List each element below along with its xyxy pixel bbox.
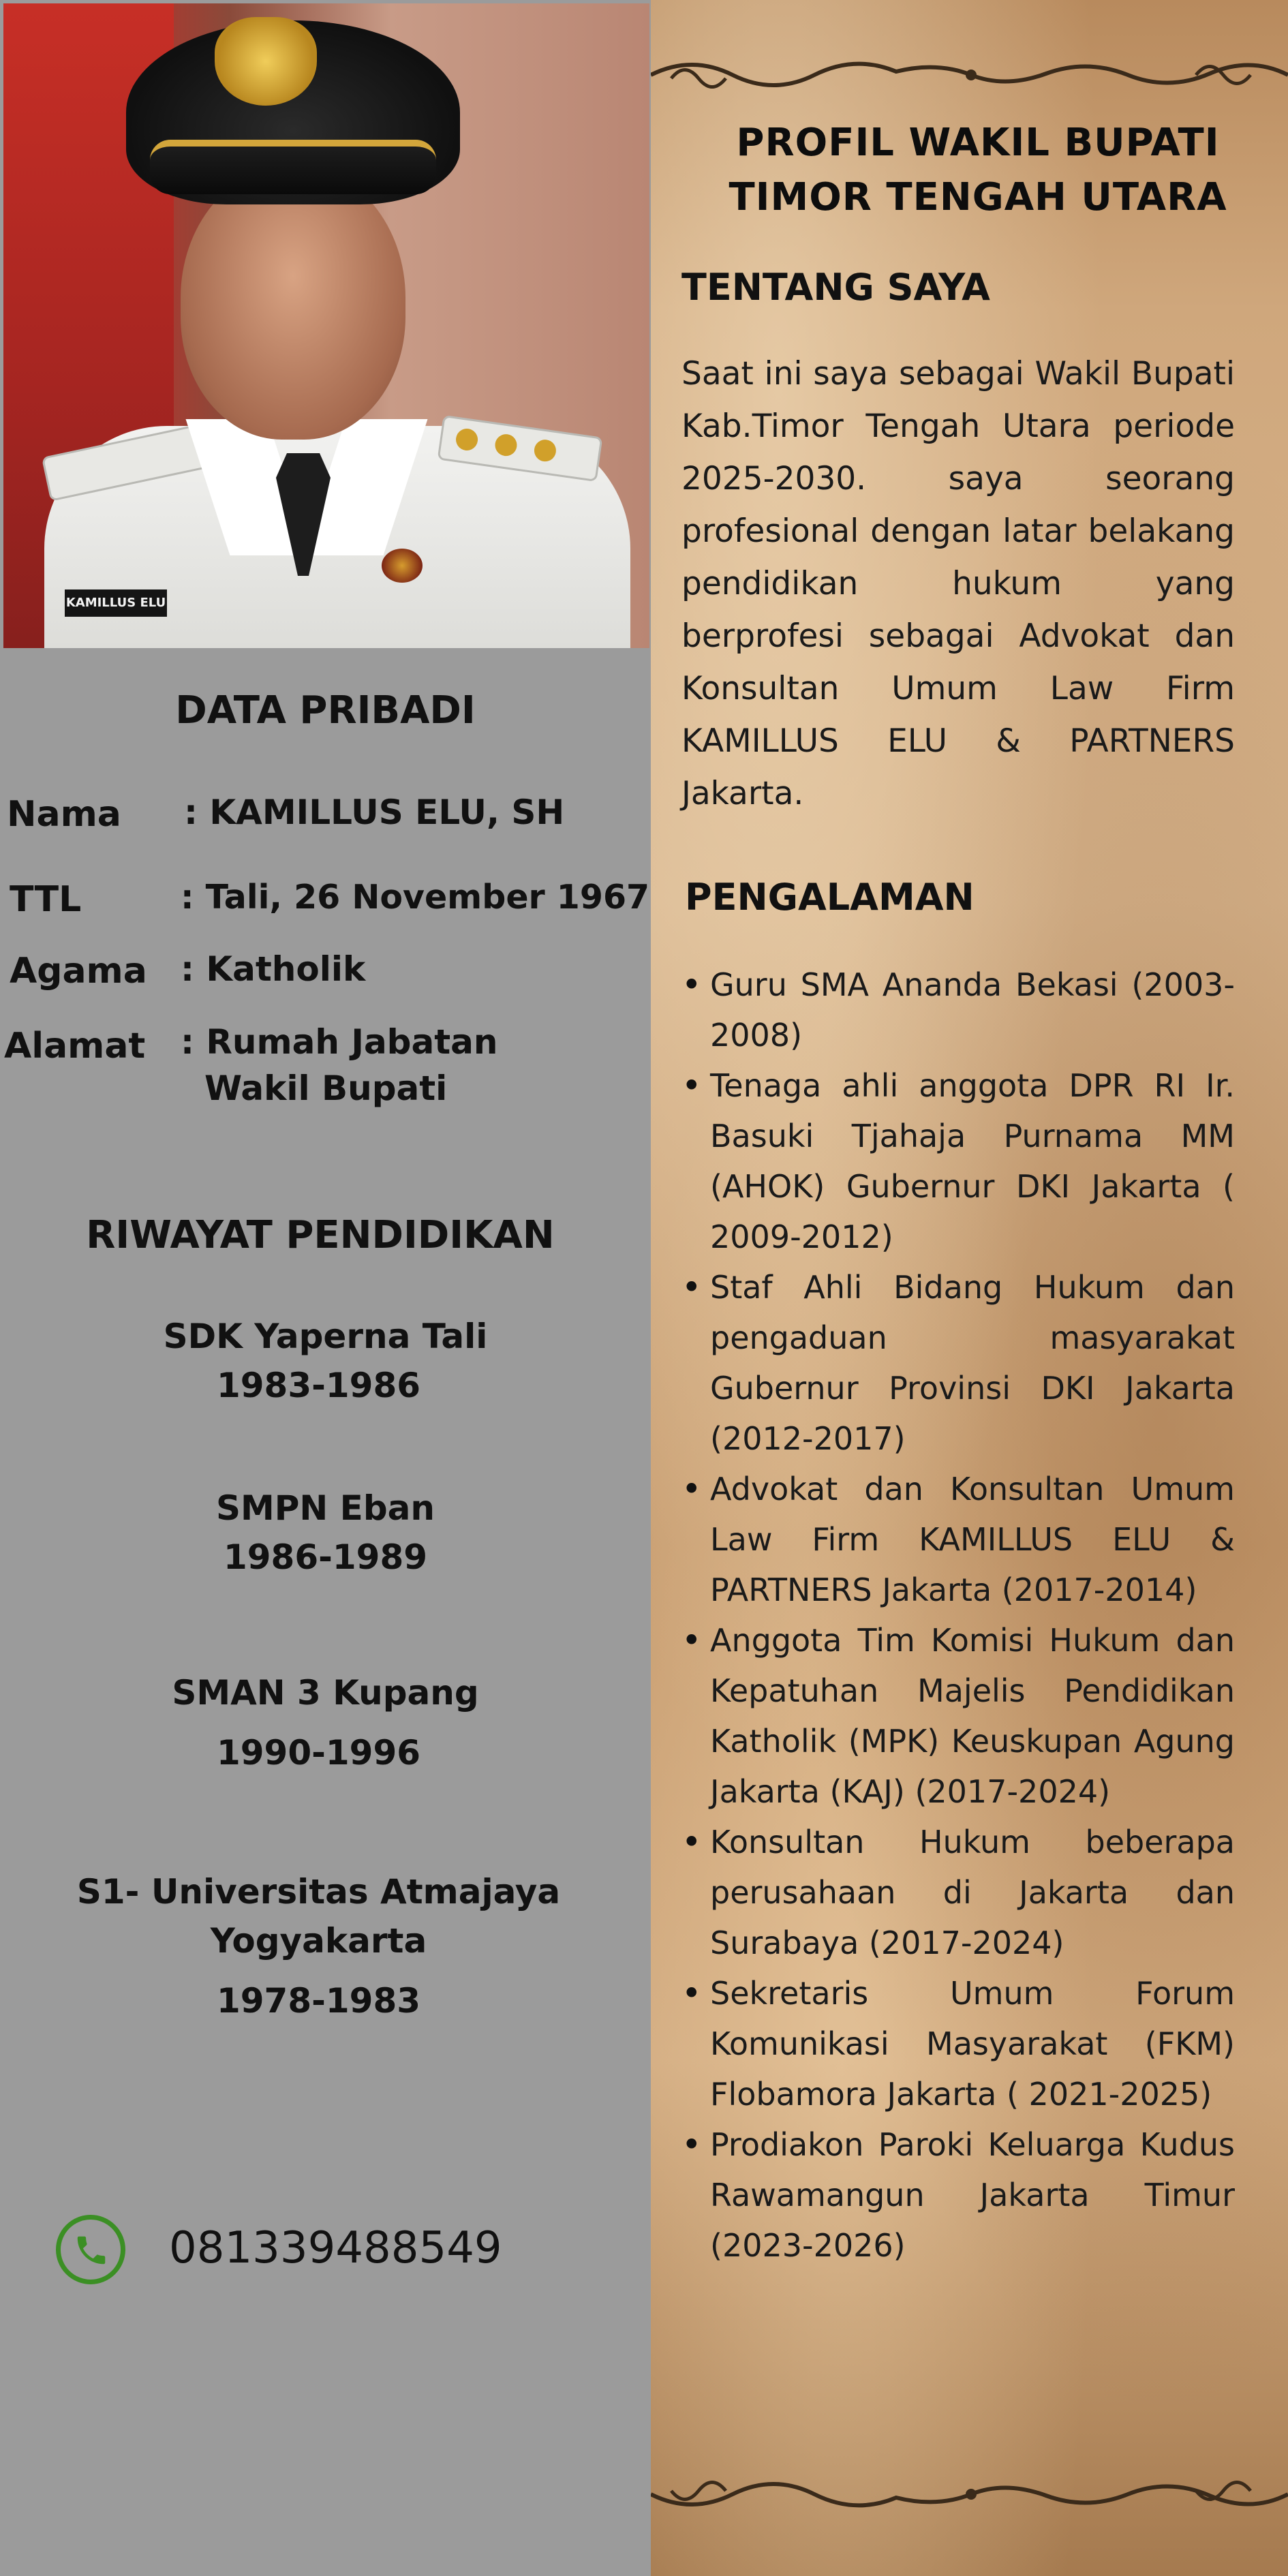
phone-number: 081339488549 xyxy=(169,2223,502,2273)
experience-heading: PENGALAMAN xyxy=(685,876,975,919)
list-item: • Prodiakon Paroki Keluarga Kudus Rawamangun Jakarta Timur (2023-2026) xyxy=(681,2119,1235,2271)
religion-label: Agama xyxy=(10,951,147,992)
face xyxy=(181,167,405,440)
ttl-label: TTL xyxy=(10,879,82,920)
title-line2: TIMOR TENGAH UTARA xyxy=(729,175,1227,219)
edu-years: 1990-1996 xyxy=(216,1733,421,1773)
name-value: : KAMILLUS ELU, SH xyxy=(184,793,565,832)
list-item: • Advokat dan Konsultan Umum Law Firm KAMILLUS ELU & PARTNERS Jakarta (2017-2014) xyxy=(681,1464,1235,1615)
profile-photo xyxy=(3,3,649,648)
list-item: • Guru SMA Ananda Bekasi (2003-2008) xyxy=(681,960,1235,1060)
education-heading: RIWAYAT PENDIDIKAN xyxy=(86,1213,555,1257)
edu-years: 1986-1989 xyxy=(223,1537,428,1577)
list-item: • Anggota Tim Komisi Hukum dan Kepatuhan Majelis Pendidikan Katholik (MPK) Keuskupan Agung Jakarta (KAJ) (2017-2024) xyxy=(681,1615,1235,1817)
address-value: : Rumah Jabatan xyxy=(181,1022,498,1062)
name-tag: KAMILLUS ELU xyxy=(65,589,167,617)
top-ornament xyxy=(651,48,1288,102)
address-value-line2: Wakil Bupati xyxy=(204,1069,448,1108)
bottom-ornament xyxy=(651,2467,1288,2521)
title-line1: PROFIL WAKIL BUPATI xyxy=(736,121,1220,165)
address-label: Alamat xyxy=(4,1026,146,1067)
list-item: • Tenaga ahli anggota DPR RI Ir. Basuki Tjahaja Purnama MM (AHOK) Gubernur DKI Jakarta ( 2009-2012) xyxy=(681,1060,1235,1262)
ttl-value: : Tali, 26 November 1967 xyxy=(181,878,650,917)
lapel-badge xyxy=(382,549,423,583)
edu-school-line2: Yogyakarta xyxy=(210,1921,427,1961)
edu-item-smp xyxy=(0,1484,651,1582)
edu-item-university xyxy=(0,1867,644,2025)
edu-school: SMPN Eban xyxy=(216,1488,435,1528)
religion-value: : Katholik xyxy=(181,949,366,989)
garuda-emblem-icon xyxy=(215,17,317,106)
edu-school: S1- Universitas Atmajaya xyxy=(76,1872,561,1912)
personal-data-heading: DATA PRIBADI xyxy=(175,688,476,733)
edu-school: SMAN 3 Kupang xyxy=(172,1673,479,1713)
edu-item-sma xyxy=(0,1668,651,1777)
page-title xyxy=(699,116,1257,225)
list-item: • Sekretaris Umum Forum Komunikasi Masyarakat (FKM) Flobamora Jakarta ( 2021-2025) xyxy=(681,1968,1235,2119)
edu-years: 1983-1986 xyxy=(216,1366,421,1405)
right-panel xyxy=(651,0,1288,2576)
edu-years: 1978-1983 xyxy=(216,1981,421,2021)
experience-list xyxy=(681,960,1235,2271)
edu-school: SDK Yaperna Tali xyxy=(163,1317,488,1356)
about-heading: TENTANG SAYA xyxy=(681,266,990,309)
edu-item-sd xyxy=(0,1312,651,1410)
about-text: Saat ini saya sebagai Wakil Bupati Kab.Timor Tengah Utara periode 2025-2030. saya seorang profesional dengan latar belakang pendidikan hukum yang berprofesi sebagai Advokat dan Konsultan Umum Law Firm KAMILLUS ELU & PARTNERS Jakarta. xyxy=(681,355,1235,812)
list-item: • Konsultan Hukum beberapa perusahaan di Jakarta dan Surabaya (2017-2024) xyxy=(681,1817,1235,1968)
name-label: Nama xyxy=(7,794,121,835)
phone-icon xyxy=(56,2215,125,2284)
list-item: • Staf Ahli Bidang Hukum dan pengaduan masyarakat Gubernur Provinsi DKI Jakarta (2012-2017) xyxy=(681,1262,1235,1464)
cap-band xyxy=(150,140,436,194)
